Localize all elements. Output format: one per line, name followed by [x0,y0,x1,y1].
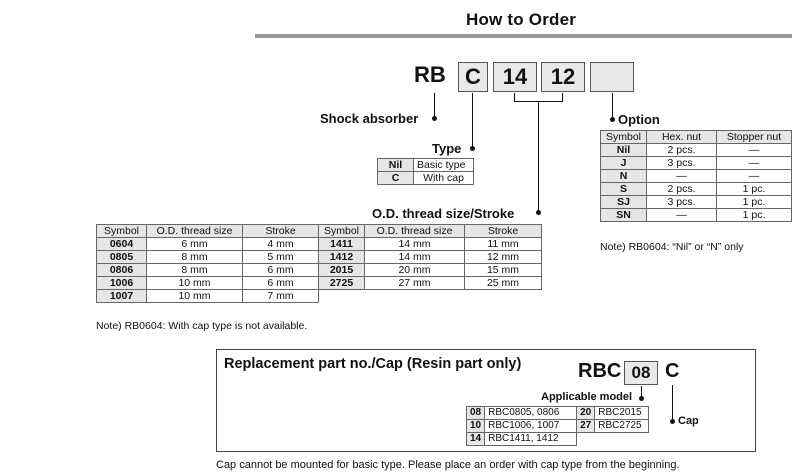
thread-symbol: 0806 [97,264,147,277]
thread-symbol: 1007 [97,290,147,303]
thread-col-header: Symbol [319,225,365,238]
repl-model: RBC2015 [595,407,649,420]
table-row [601,183,792,196]
thread-symbol: 1412 [319,251,365,264]
option-stopper-nut: 1 pc. [717,183,792,196]
thread-symbol: 2725 [319,277,365,290]
thread-size: 14 mm [365,238,465,251]
bracket-stroke-v [562,93,563,101]
table-row [601,170,792,183]
thread-size: 10 mm [147,277,243,290]
option-hex-nut: 2 pcs. [647,144,717,157]
bracket-thread-v [514,93,515,101]
thread-col-header: O.D. thread size [147,225,243,238]
label-cap: Cap [678,415,699,427]
replacement-table [466,406,649,446]
thread-col-header: Stroke [465,225,542,238]
leader-applicable-dot [639,396,644,401]
repl-code: 14 [467,433,485,446]
option-col-header: Symbol [601,131,647,144]
thread-symbol: 1411 [319,238,365,251]
leader-shock-absorber-dot [432,116,437,121]
option-symbol: J [601,157,647,170]
label-thread-stroke: O.D. thread size/Stroke [372,206,515,221]
option-stopper-nut: — [717,157,792,170]
type-symbol: C [378,172,414,185]
option-hex-nut: 2 pcs. [647,183,717,196]
empty-cell [365,290,465,303]
option-hex-nut: — [647,170,717,183]
option-symbol: Nil [601,144,647,157]
option-symbol: S [601,183,647,196]
table-row [97,264,542,277]
option-hex-nut: 3 pcs. [647,157,717,170]
rbc-code-suffix: C [665,360,680,382]
thread-stroke: 6 mm [243,264,319,277]
thread-stroke: 6 mm [243,277,319,290]
thread-symbol: 0805 [97,251,147,264]
table-row [467,433,649,446]
repl-model: RBC1411, 1412 [485,433,577,446]
table-row [378,159,474,172]
option-stopper-nut: 1 pc. [717,196,792,209]
option-code-box [590,62,634,92]
label-type: Type [432,141,462,156]
thread-stroke: 11 mm [465,238,542,251]
rbc-model-box: 08 [624,361,658,385]
thread-size: 10 mm [147,290,243,303]
repl-code: 27 [577,420,595,433]
empty-cell [465,290,542,303]
option-symbol: SJ [601,196,647,209]
thread-size: 6 mm [147,238,243,251]
table-row [601,157,792,170]
type-desc: Basic type [414,159,474,172]
option-symbol: N [601,170,647,183]
table-row [601,144,792,157]
thread-stroke-table [96,224,542,303]
label-option: Option [618,112,660,127]
option-hex-nut: — [647,209,717,222]
repl-code: 20 [577,407,595,420]
thread-stroke: 7 mm [243,290,319,303]
table-row [378,172,474,185]
thread-symbol: 1006 [97,277,147,290]
label-applicable-model: Applicable model [541,391,633,403]
thread-code-box: 14 [493,62,537,92]
leader-type-v [472,93,473,148]
empty-cell [577,433,595,446]
repl-model: RBC2725 [595,420,649,433]
thread-size: 8 mm [147,264,243,277]
table-row [467,420,649,433]
thread-size: 14 mm [365,251,465,264]
repl-model: RBC1006, 1007 [485,420,577,433]
thread-col-header: O.D. thread size [365,225,465,238]
thread-col-header: Symbol [97,225,147,238]
leader-option-v [612,93,613,119]
type-symbol: Nil [378,159,414,172]
empty-cell [595,433,649,446]
option-stopper-nut: 1 pc. [717,209,792,222]
thread-size: 20 mm [365,264,465,277]
option-symbol: SN [601,209,647,222]
leader-shock-absorber-v [434,93,435,118]
thread-symbol: 0604 [97,238,147,251]
option-stopper-nut: — [717,144,792,157]
table-row [601,196,792,209]
option-col-header: Stopper nut [717,131,792,144]
table-header-row [601,131,792,144]
option-table [600,130,792,222]
table-row [97,251,542,264]
table-row [97,238,542,251]
table-row [467,407,649,420]
type-table [377,158,474,185]
table-row [97,277,542,290]
table-row [97,290,542,303]
empty-cell [319,290,365,303]
label-shock-absorber: Shock absorber [320,111,419,126]
table-header-row [97,225,542,238]
type-code-box: C [458,62,488,92]
thread-symbol: 2015 [319,264,365,277]
replacement-title: Replacement part no./Cap (Resin part only) [224,356,522,372]
option-stopper-nut: — [717,170,792,183]
leader-cap-dot [670,419,675,424]
rbc-code-prefix: RBC [578,360,622,382]
thread-stroke: 25 mm [465,277,542,290]
leader-option-dot [610,117,615,122]
thread-stroke: 4 mm [243,238,319,251]
type-desc: With cap [414,172,474,185]
page-title: How to Order [466,10,577,29]
leader-thread-stroke-dot [536,210,541,215]
repl-code: 10 [467,420,485,433]
model-code-prefix: RB [414,62,446,87]
thread-size: 27 mm [365,277,465,290]
bottom-note: Cap cannot be mounted for basic type. Please place an order with cap type from the beginning. [216,459,680,471]
thread-note: Note) RB0604: With cap type is not available. [96,320,308,332]
option-note: Note) RB0604: “Nil” or “N” only [600,241,744,253]
option-col-header: Hex. nut [647,131,717,144]
repl-model: RBC0805, 0806 [485,407,577,420]
repl-code: 08 [467,407,485,420]
thread-size: 8 mm [147,251,243,264]
stroke-code-box: 12 [541,62,585,92]
thread-stroke: 12 mm [465,251,542,264]
table-row [601,209,792,222]
thread-col-header: Stroke [243,225,319,238]
option-hex-nut: 3 pcs. [647,196,717,209]
leader-thread-stroke-v [538,101,539,212]
thread-stroke: 15 mm [465,264,542,277]
thread-stroke: 5 mm [243,251,319,264]
leader-type-dot [470,146,475,151]
leader-cap-v [672,385,673,421]
title-divider [255,34,792,38]
